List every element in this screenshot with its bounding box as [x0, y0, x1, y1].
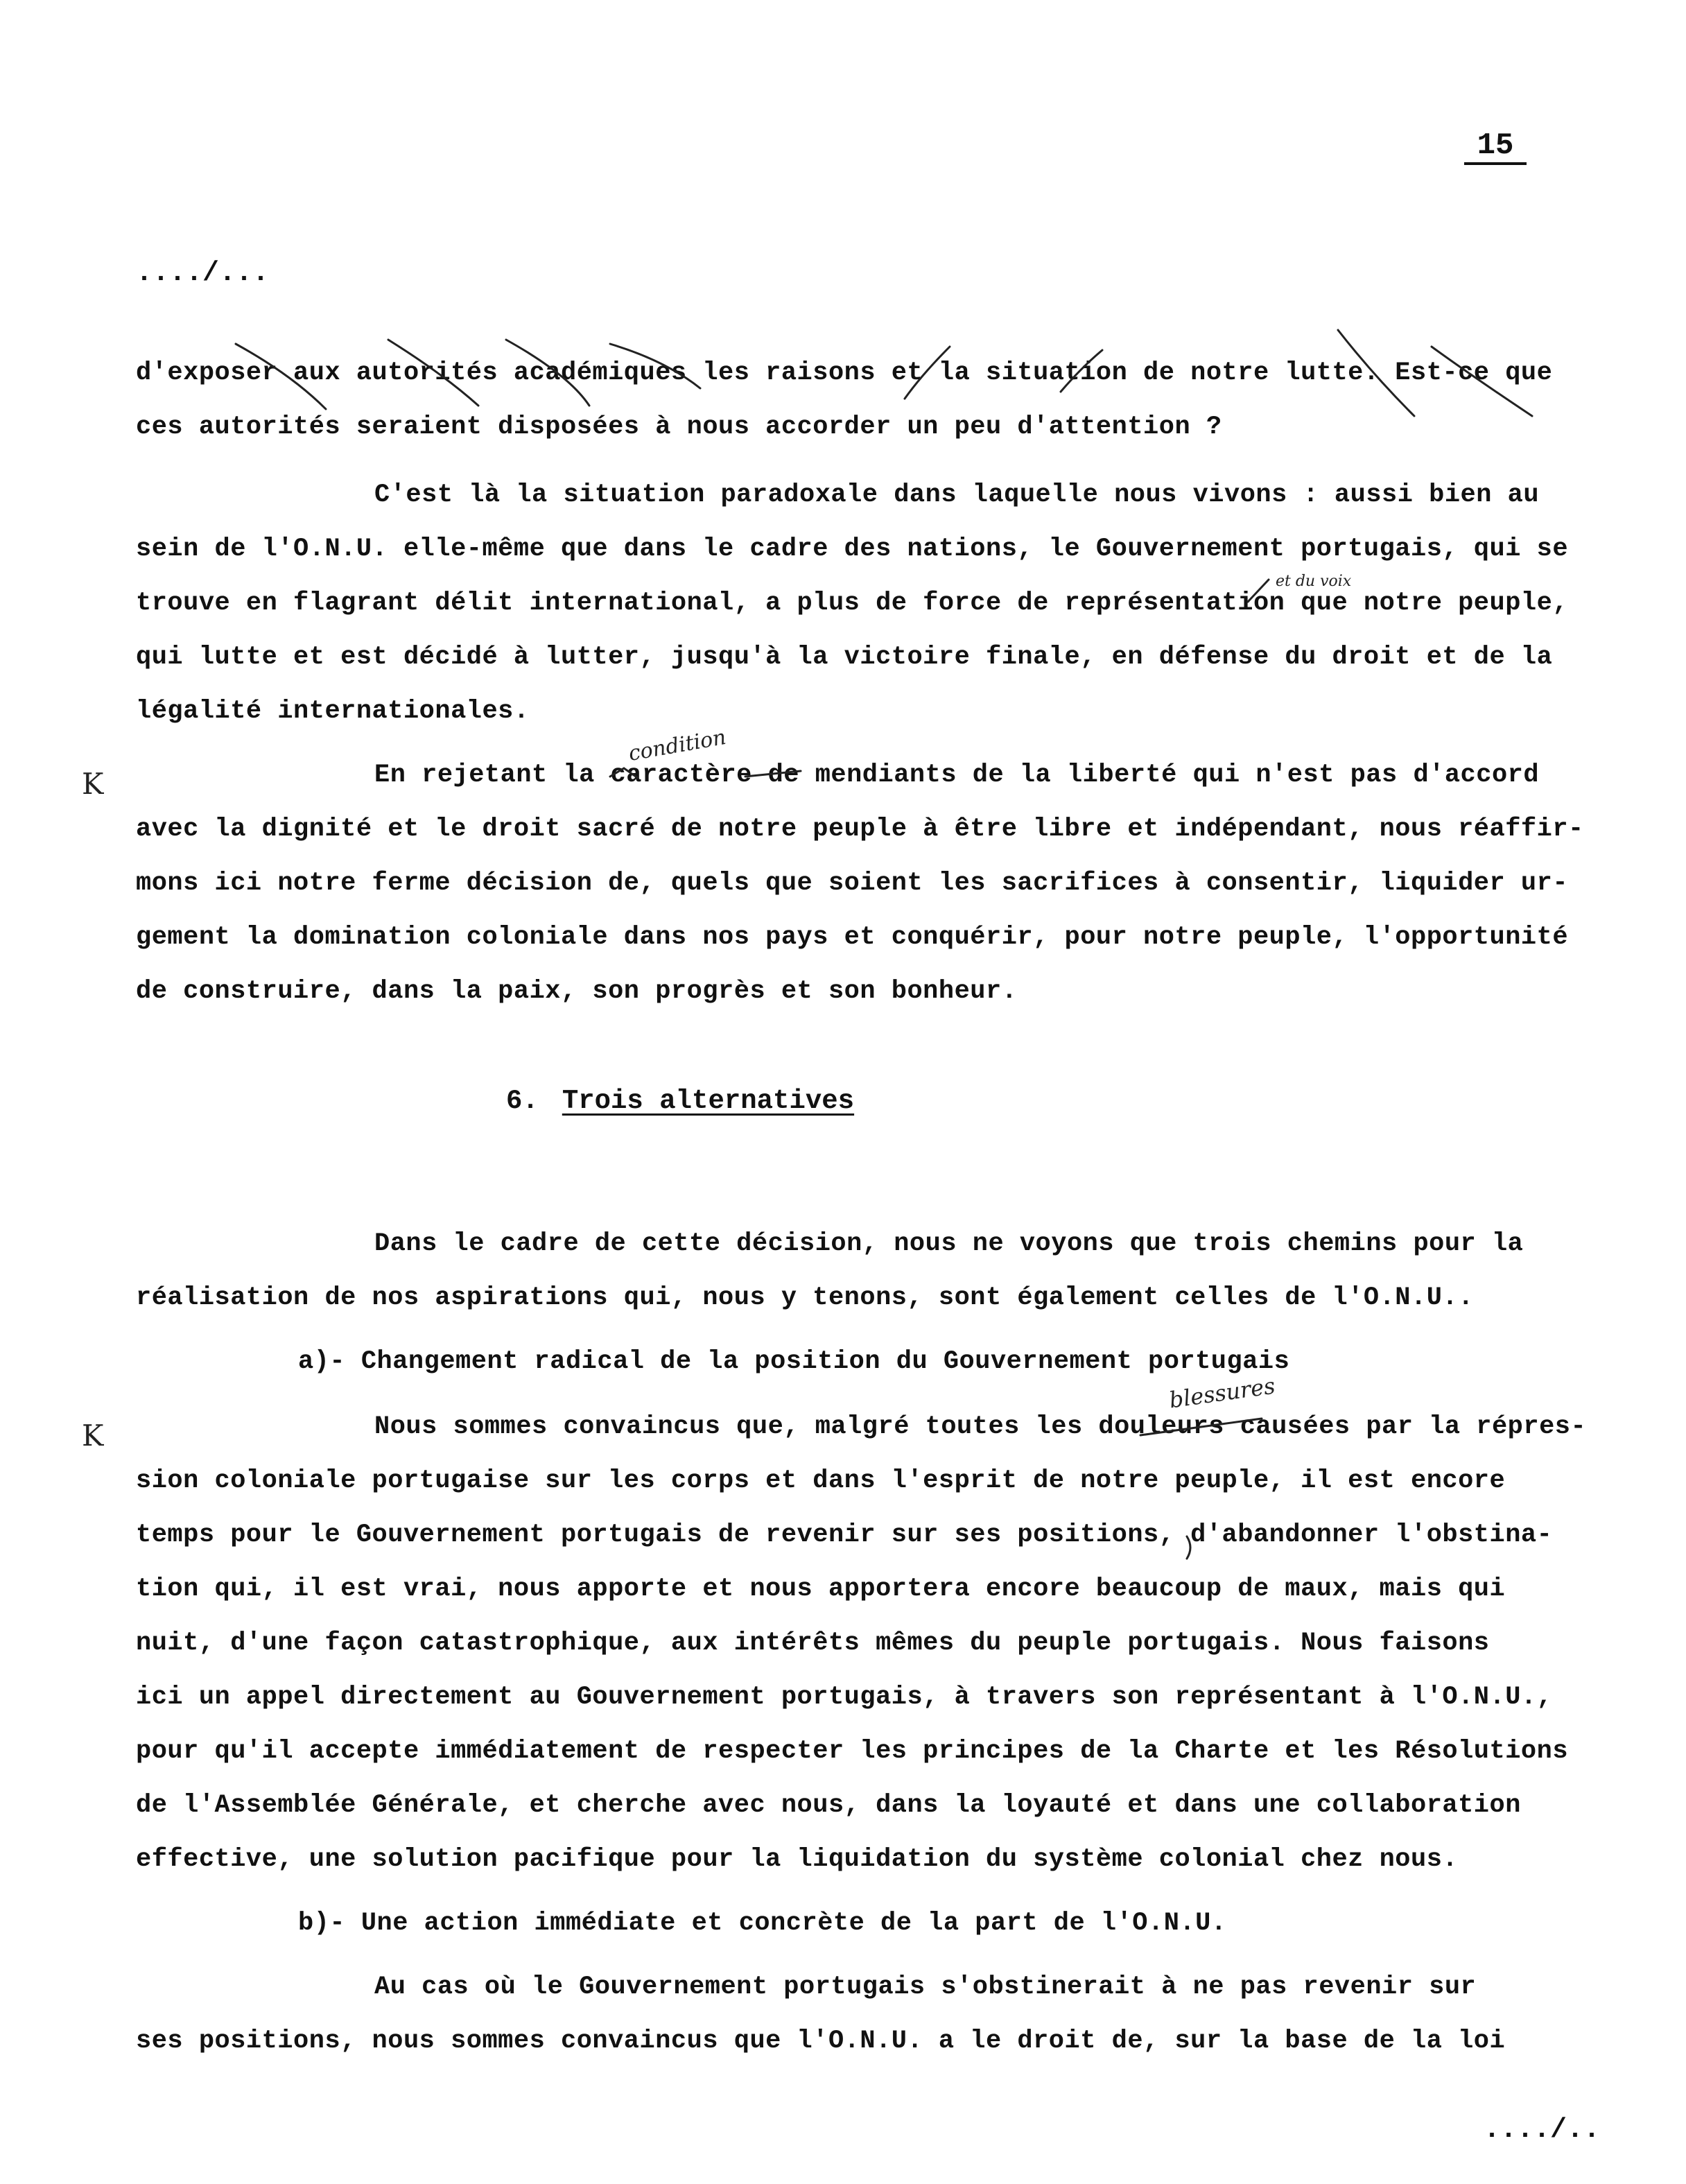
- text-line: légalité internationales.: [136, 697, 530, 726]
- insertion-caret: [610, 768, 638, 778]
- handwritten-insertion: et du voix: [1276, 573, 1352, 590]
- continuation-marker-bottom: ..../..: [1484, 2115, 1601, 2146]
- strike-stroke: [1140, 1419, 1262, 1435]
- margin-mark: K: [82, 767, 104, 801]
- text-line: En rejetant la caractère de mendiants de la liberté qui n'est pas d'accord: [374, 761, 1540, 790]
- strike-stroke: [388, 340, 478, 406]
- text-line: ses positions, nous sommes convaincus que l'O.N.U. a le droit de, sur la base de la loi: [136, 2027, 1506, 2056]
- text-line: Au cas où le Gouvernement portugais s'obstinerait à ne pas revenir sur: [374, 1973, 1477, 2002]
- text-line: ici un appel directement au Gouvernement portugais, à travers son représentant à l'O.N.U.,: [136, 1683, 1553, 1712]
- text-line: effective, une solution pacifique pour la liquidation du système colonial chez nous.: [136, 1845, 1459, 1874]
- strike-stroke: [745, 771, 801, 777]
- text-line: réalisation de nos aspirations qui, nous y tenons, sont également celles de l'O.N.U..: [136, 1283, 1474, 1312]
- text-line: temps pour le Gouvernement portugais de revenir sur ses positions, d'abandonner l'obstina-: [136, 1520, 1553, 1550]
- text-line: ces autorités seraient disposées à nous accorder un peu d'attention ?: [136, 413, 1222, 442]
- section-number: 6.: [506, 1086, 539, 1116]
- page-number: 15: [1464, 129, 1527, 165]
- strike-stroke: [1061, 350, 1102, 392]
- handwritten-insertion: condition: [627, 725, 728, 767]
- text-line: de construire, dans la paix, son progrès et son bonheur.: [136, 977, 1018, 1006]
- text-line: trouve en flagrant délit international, a plus de force de représentation que notre peuple,: [136, 589, 1569, 618]
- strike-stroke: [1432, 347, 1532, 416]
- margin-mark: K: [82, 1419, 104, 1453]
- continuation-marker-top: ..../...: [136, 258, 270, 289]
- text-line: pour qu'il accepte immédiatement de respecter les principes de la Charte et les Résolutions: [136, 1737, 1569, 1766]
- text-line: d'exposer aux autorités académiques les raisons et la situation de notre lutte. Est-ce que: [136, 358, 1553, 388]
- text-line: gement la domination coloniale dans nos pays et conquérir, pour notre peuple, l'opportunité: [136, 923, 1569, 952]
- text-line: Nous sommes convaincus que, malgré toutes les douleurs causées par la répres-: [374, 1412, 1587, 1441]
- text-line: nuit, d'une façon catastrophique, aux intérêts mêmes du peuple portugais. Nous faisons: [136, 1629, 1490, 1658]
- text-line: Dans le cadre de cette décision, nous ne voyons que trois chemins pour la: [374, 1229, 1524, 1258]
- text-line: tion qui, il est vrai, nous apporte et nous apportera encore beaucoup de maux, mais qui: [136, 1575, 1506, 1604]
- strike-stroke: [610, 344, 700, 388]
- list-item-b: b)- Une action immédiate et concrète de la part de l'O.N.U.: [298, 1909, 1227, 1938]
- section-title: Trois alternatives: [562, 1086, 855, 1116]
- correction-mark: [1187, 1536, 1190, 1559]
- handwritten-insertion: blessures: [1167, 1372, 1277, 1414]
- strike-stroke: [905, 347, 950, 399]
- text-line: qui lutte et est décidé à lutter, jusqu'à la victoire finale, en défense du droit et de la: [136, 643, 1553, 672]
- strike-stroke: [236, 344, 326, 409]
- text-line: sein de l'O.N.U. elle-même que dans le cadre des nations, le Gouvernement portugais, qui se: [136, 535, 1569, 564]
- list-item-a: a)- Changement radical de la position du Gouvernement portugais: [298, 1347, 1290, 1376]
- strike-stroke: [1338, 330, 1414, 416]
- insertion-caret: [1248, 580, 1269, 602]
- text-line: C'est là la situation paradoxale dans laquelle nous vivons : aussi bien au: [374, 480, 1540, 510]
- text-line: mons ici notre ferme décision de, quels que soient les sacrifices à consentir, liquider ur-: [136, 869, 1569, 898]
- text-line: de l'Assemblée Générale, et cherche avec nous, dans la loyauté et dans une collaboration: [136, 1791, 1521, 1820]
- strike-stroke: [506, 340, 589, 406]
- text-line: sion coloniale portugaise sur les corps et dans l'esprit de notre peuple, il est encore: [136, 1466, 1506, 1496]
- text-line: avec la dignité et le droit sacré de notre peuple à être libre et indépendant, nous réaffir-: [136, 815, 1584, 844]
